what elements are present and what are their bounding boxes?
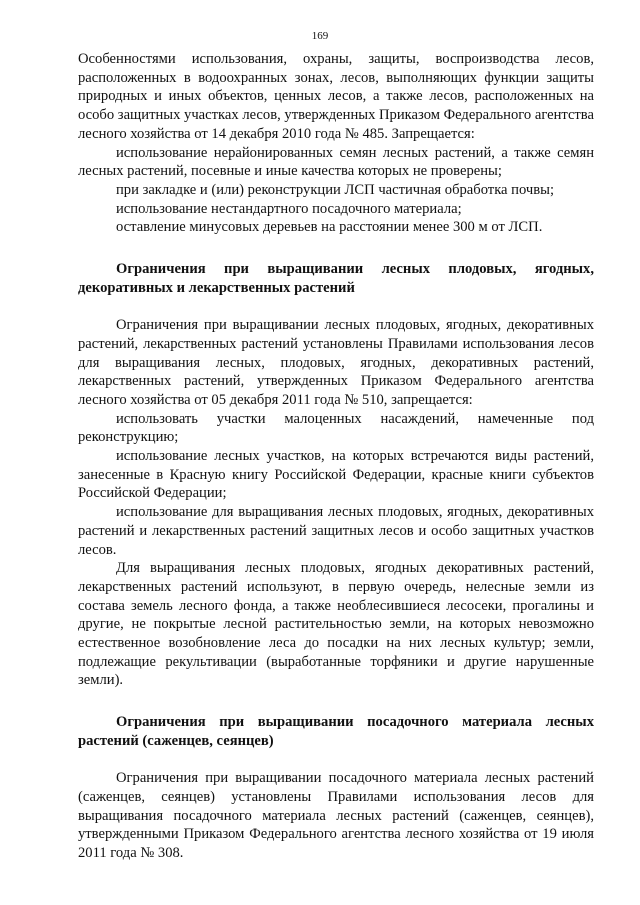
document-body	[78, 50, 594, 863]
prohibition-item: оставление минусовых деревьев на расстоянии менее 300 м от ЛСП.	[116, 219, 543, 236]
prohibition-item: при закладке и (или) реконструкции ЛСП частичная обработка почвы;	[116, 181, 555, 198]
section1-paragraph: использование для выращивания лесных плодовых, ягодных, декоративных растений и лекарственных растений защитных лесов и особо защитных участков лесов.	[78, 504, 594, 558]
section1-paragraph: Для выращивания лесных плодовых, ягодных декоративных растений, лекарственных растений используют, в первую очередь, нелесные земли из состава земель лесного фонда, а также необлесившиеся лесосеки, прогалины и другие, не покрытые лесной растительностью земли, на которых невозможно естественное возобновление леса до посадки на них лесных культур; земли, подлежащие рекультивации (выработанные торфяники и другие нарушенные земли).	[78, 560, 594, 689]
section-heading-fruit-berry-plants: Ограничения при выращивании лесных плодовых, ягодных, декоративных и лекарственных растений	[78, 261, 594, 296]
prohibition-item: использование нестандартного посадочного материала;	[116, 200, 462, 217]
section1-paragraph: использование лесных участков, на которых встречаются виды растений, занесенные в Красную книгу Российской Федерации, красные книги субъектов Российской Федерации;	[78, 448, 594, 502]
page-number: 169	[311, 30, 329, 42]
section1-paragraph: использовать участки малоценных насаждений, намеченные под реконструкцию;	[78, 410, 594, 446]
section2-paragraph: Ограничения при выращивании посадочного материала лесных растений (саженцев, сеянцев) установлены Правилами использования лесов для выращивания посадочного материала лесных растений (саженцев, сеянцев), утвержденными Приказом Федерального агентства лесного хозяйства от 19 июля 2011 года № 308.	[78, 770, 594, 862]
section-heading-planting-material: Ограничения при выращивании посадочного материала лесных растений (саженцев, сеянцев)	[78, 714, 594, 749]
section1-paragraph: Ограничения при выращивании лесных плодовых, ягодных, декоративных растений, лекарственных растений установлены Правилами использования лесов для выращивания лесных, плодовых, ягодных, декоративных растений, лекарственных растений, утвержденных Приказом Федерального агентства лесного хозяйства от 05 декабря 2011 года № 510, запрещается:	[78, 317, 594, 408]
intro-paragraph: Особенностями использования, охраны, защиты, воспроизводства лесов, расположенных в водоохранных зонах, лесов, выполняющих функции защиты природных и иных объектов, ценных лесов, а также лесов, расположенных на особо защитных участках лесов, утвержденных Приказом Федерального агентства лесного хозяйства от 14 декабря 2010 года № 485. Запрещается:	[78, 51, 594, 142]
prohibition-item: использование нерайонированных семян лесных растений, а также семян лесных растений, посевные и иные качества которых не проверены;	[78, 144, 594, 180]
